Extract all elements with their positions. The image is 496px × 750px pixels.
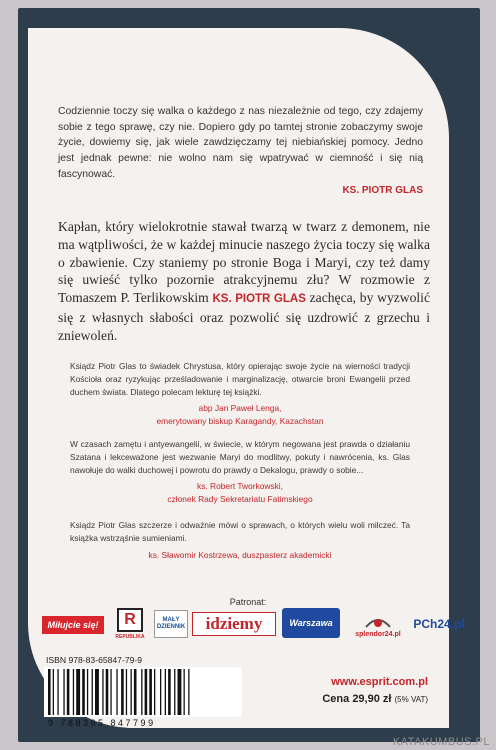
main-description [58,218,430,345]
endorsement-text: Ksiądz Piotr Glas szczerze i odważnie mówi o sprawach, o których wielu woli milczeć. Ta książka wstrząśnie sumieniami. [70,520,410,543]
logo-pch24-label: PCh24.pl [413,617,465,631]
splendor-sun-icon [363,611,393,631]
patronat-label: Patronat: [229,597,267,607]
logo-splendor-label: splendor24.pl [355,630,401,638]
intro-quote [58,104,423,198]
main-text-part1: Kapłan, który wielokrotnie stawał twarzą w twarz z demonem, nie ma wątpliwości, że w każdej minucie naszego życia toczy się walka o zbawienie. Czy staniemy po stronie Boga i Maryi, czy też damy się uwieść tylko pozornie atrakcyjnemu złu? W rozmowie z Tomaszem P. Terlikowskim [58,219,430,306]
endorsement-text: W czasach zamętu i antyewangelii, w świecie, w którym negowana jest prawda o działaniu Szatana i lekceważone jest wezwanie Maryi do modlitwy, pokuty i nawrócenia, ks. Glas nawołuje do walki duchowej i powrotu do prawdy o Dekalogu, prawdy o sobie... [70,439,410,475]
barcode-block [44,655,242,729]
price [322,693,428,705]
logo-republika [114,606,146,642]
intro-text: Codziennie toczy się walka o każdego z nas niezależnie od tego, czy zdajemy sobie z tego sprawę, czy nie. Dopiero gdy po tamtej stronie zobaczymy swoje życie, dowiemy się, jak wiele zawdzięczamy tej niebiańskiej pomocy. Jedno jest jednak pewne: nie wolno nam się wpatrywać w ciemność i się nią fascynować. [58,106,423,180]
endorsement-name: ks. Sławomir Kostrzewa, duszpasterz akademicki [148,549,332,560]
price-vat: (5% VAT) [394,695,428,704]
endorsement-role: emerytowany biskup Karagandy, Kazachstan [156,416,324,427]
patron-logos [42,604,465,644]
main-text-part2: zachęca, by wyzwolić się z własnych słabości oraz pozwolić się uzdrowić z grzechu i zniewoleń. [58,290,430,343]
endorsement-name: ks. Robert Tworkowski, [197,481,283,492]
endorsement-1 [70,360,410,428]
logo-splendor [348,606,408,642]
isbn: ISBN 978-83-65847-79-9 [46,655,143,665]
price-label: Cena 29,90 zł [322,693,392,705]
logo-milujcie-sie: Miłujcie się! [42,616,104,634]
endorsement-2 [70,438,410,506]
logo-republika-label: REPUBLIKA [115,634,145,640]
intro-signature: KS. PIOTR GLAS [342,184,423,196]
endorsement-3 [70,519,410,561]
website-link[interactable]: www.esprit.com.pl [331,676,428,688]
endorsement-name: abp Jan Paweł Lenga, [198,403,282,414]
endorsement-role: członek Rady Sekretariatu Fatimskiego [167,494,313,505]
logo-maly-dziennik: MAŁY DZIENNIK [154,610,188,638]
barcode-number: 9 788365 847799 [48,718,156,728]
republika-r-icon: R [117,608,143,632]
logo-radio-warszawa: Warszawa [282,608,340,638]
barcode-image [44,667,242,717]
watermark: KATAKUMBUS.PL [392,736,490,748]
logo-idziemy: idziemy [192,612,276,636]
main-author: KS. PIOTR GLAS [212,293,306,306]
endorsement-text: Ksiądz Piotr Glas to świadek Chrystusa, który opierając swoje życie na wierności tradycji Kościoła oraz ryzykując prześladowanie i marginalizację, otwarcie broni Ewangelii przed duchem świata. Dlatego polecam lekturę tej książki. [70,361,410,397]
logo-pch24 [413,608,465,640]
